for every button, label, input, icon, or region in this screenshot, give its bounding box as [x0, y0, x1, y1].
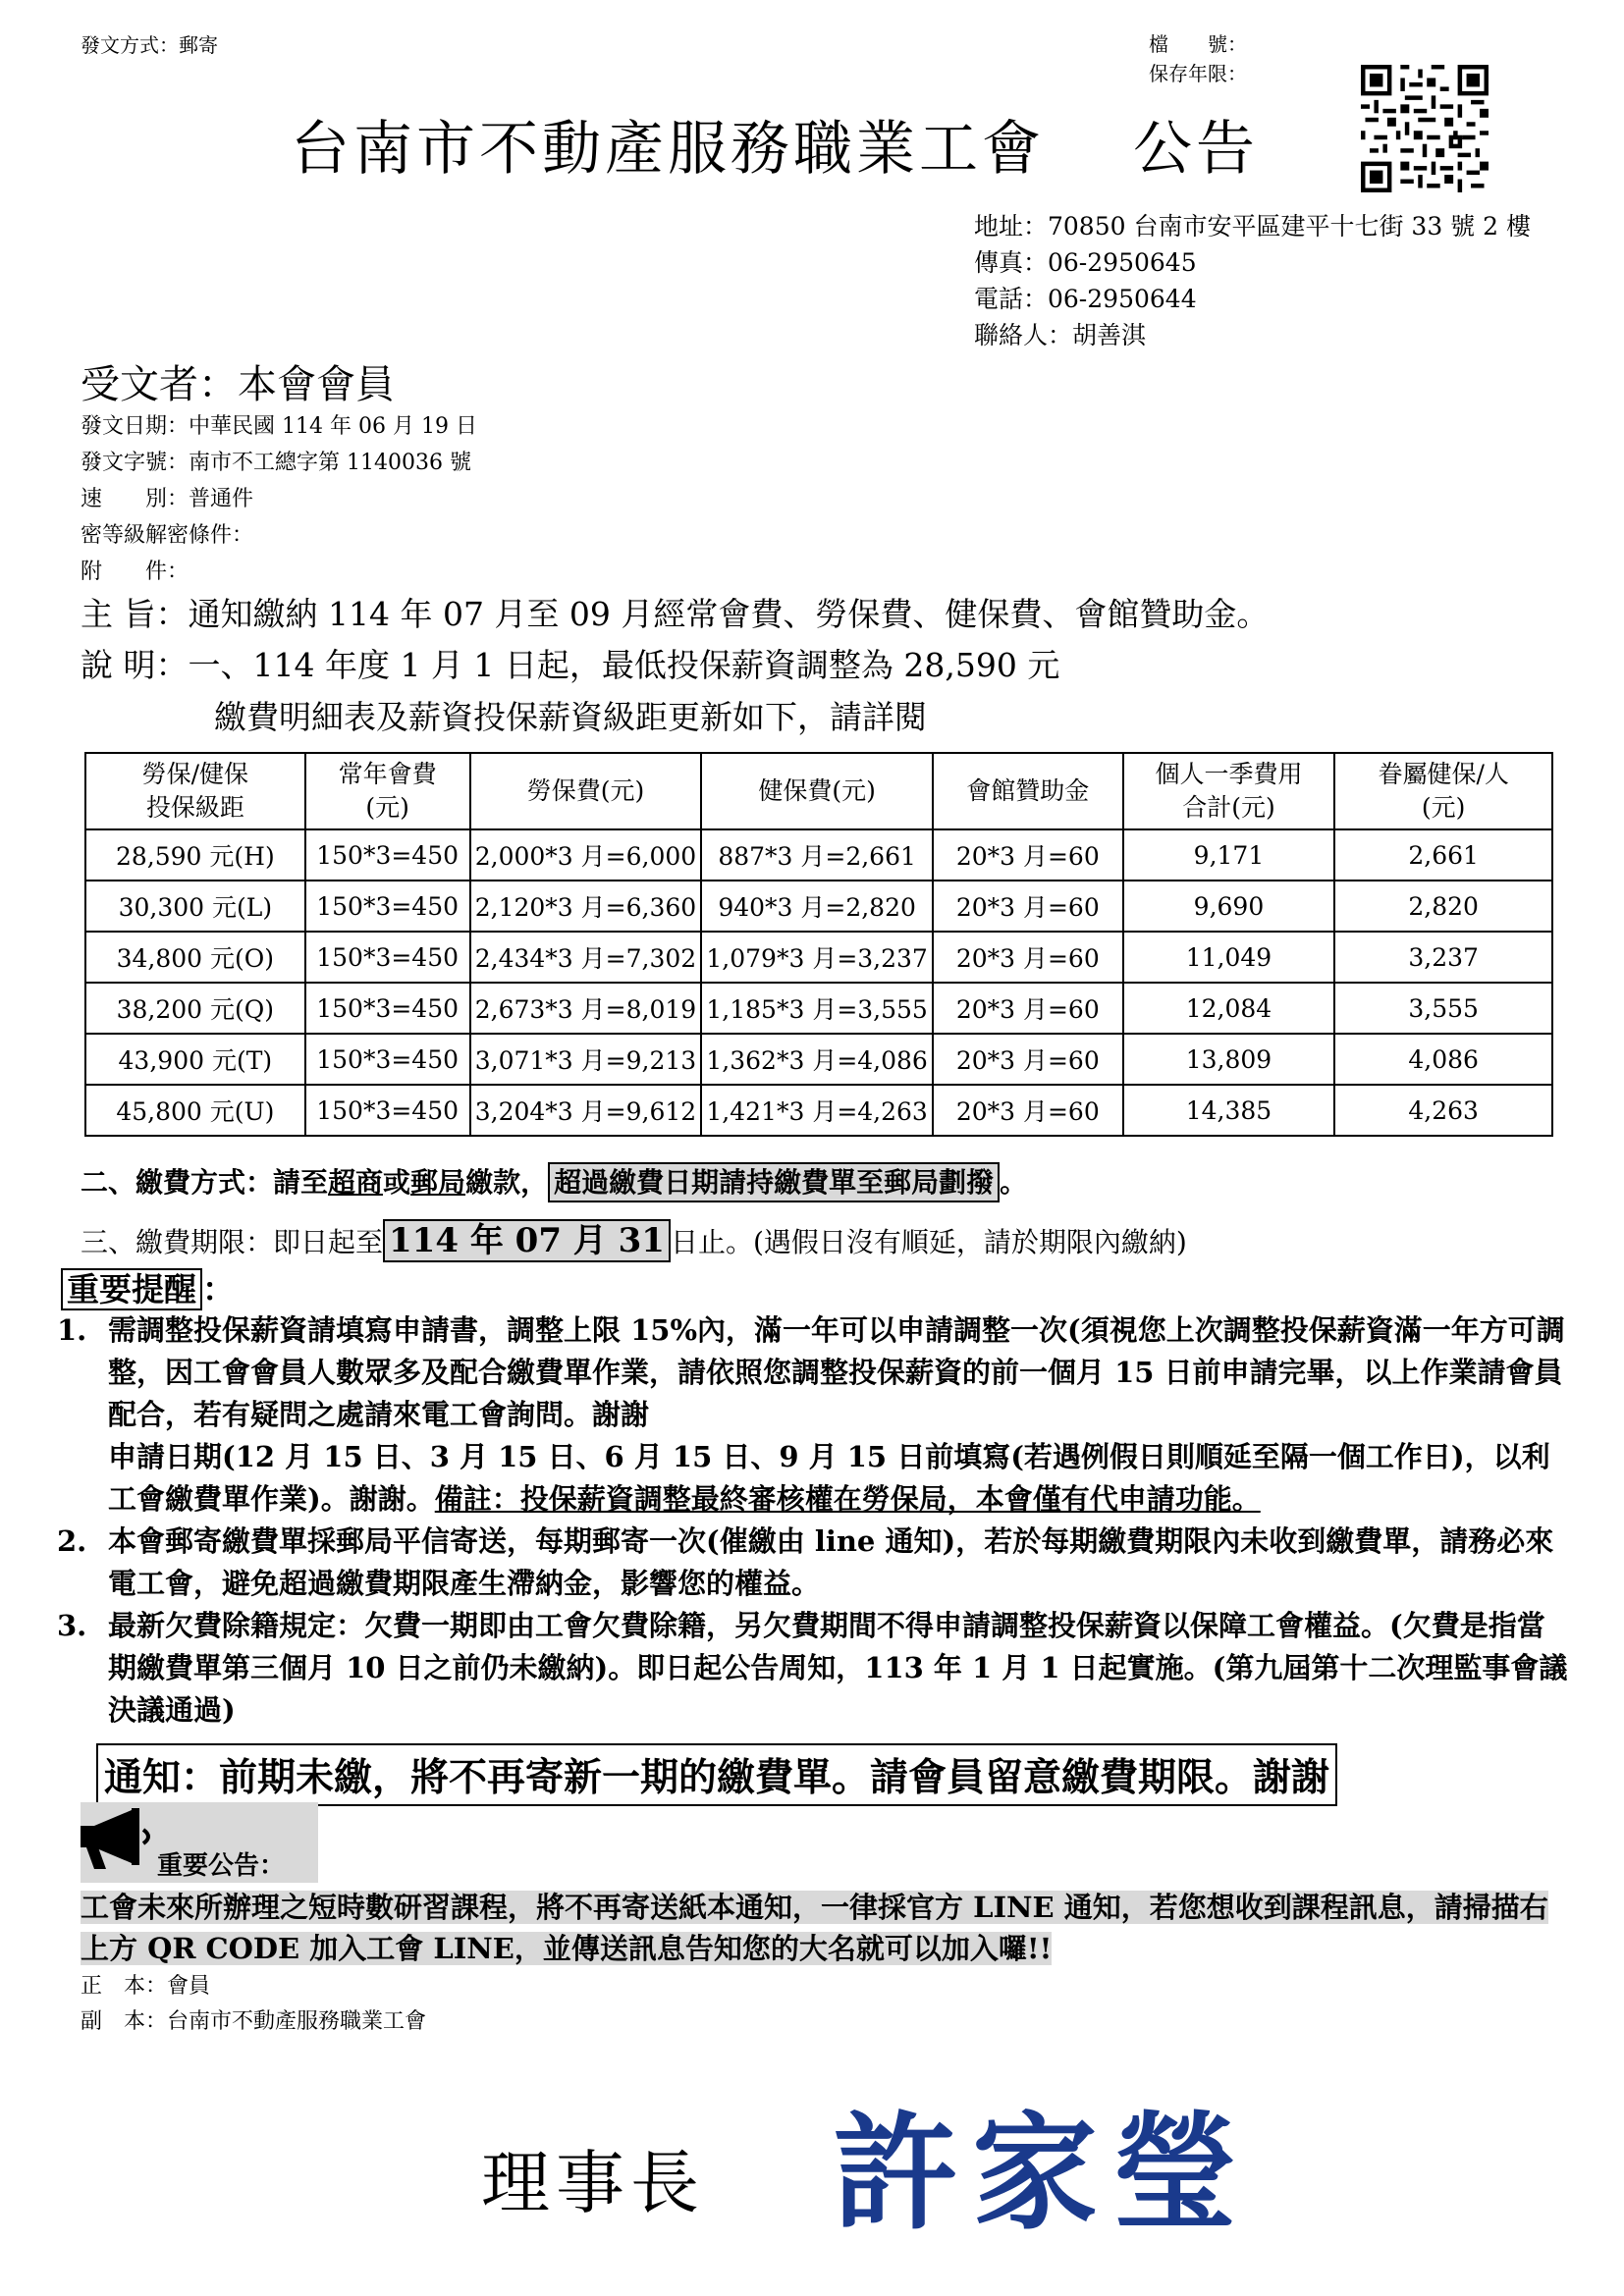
table-cell: 20*3 月=60 [933, 1034, 1123, 1085]
deadline-date: 114 年 07 月 31 [383, 1219, 671, 1262]
org-name: 台南市不動產服務職業工會 [291, 115, 1045, 184]
table-cell: 150*3=450 [305, 881, 470, 932]
announcement-body: 工會未來所辦理之短時數研習課程，將不再寄送紙本通知，一律採官方 LINE 通知，若您想收到課程訊息，請掃描右上方 QR CODE 加入工會 LINE，並傳送訊息告知您的大名就可以加入囉!! [81, 1891, 1548, 1965]
explanation-line-2: 繳費明細表及薪資投保薪資級距更新如下，請詳閱 [214, 698, 927, 736]
document-meta [81, 408, 477, 590]
secondary-copy: 副 本：台南市不動產服務職業工會 [81, 2009, 427, 2034]
send-method: 發文方式：郵寄 [81, 33, 218, 57]
table-cell: 150*3=450 [305, 932, 470, 983]
table-cell: 940*3 月=2,820 [701, 881, 933, 932]
table-row [85, 829, 1552, 881]
fee-table-header [85, 753, 1552, 829]
table-cell: 13,809 [1123, 1034, 1335, 1085]
table-cell: 2,820 [1334, 881, 1552, 932]
table-row [85, 1085, 1552, 1136]
header-insured-bracket: 勞保/健保 投保級距 [85, 753, 305, 829]
reminder-heading: 重要提醒 ： [61, 1264, 235, 1310]
table-cell: 2,434*3 月=7,302 [470, 932, 702, 983]
attachment: 附 件： [81, 560, 189, 584]
table-cell: 4,263 [1334, 1085, 1552, 1136]
table-cell: 20*3 月=60 [933, 881, 1123, 932]
table-cell: 887*3 月=2,661 [701, 829, 933, 881]
table-cell: 150*3=450 [305, 1034, 470, 1085]
explanation-line-1: 說 明：一、114 年度 1 月 1 日起，最低投保薪資調整為 28,590 元 [81, 646, 1060, 684]
header-dependent-health: 眷屬健保/人 (元) [1334, 753, 1552, 829]
subject: 主 旨：通知繳納 114 年 07 月至 09 月經常會費、勞保費、健保費、會館贊助金。 [81, 595, 1270, 633]
megaphone-icon [79, 1808, 157, 1871]
announcement-title: 重要公告： [157, 1851, 286, 1881]
secrecy: 密等級解密條件： [81, 523, 254, 548]
list-item: 2. 本會郵寄繳費單採郵局平信寄送，每期郵寄一次(催繳由 line 通知)，若於每期繳費期限內未收到繳費單，請務必來電工會，避免超過繳費期限產生滯納金，影響您的權益。 [57, 1524, 1554, 1600]
table-cell: 2,673*3 月=8,019 [470, 983, 702, 1034]
table-cell: 2,000*3 月=6,000 [470, 829, 702, 881]
table-cell: 1,362*3 月=4,086 [701, 1034, 933, 1085]
chairman-title: 理事長 [481, 2143, 705, 2223]
table-cell: 14,385 [1123, 1085, 1335, 1136]
table-cell: 2,120*3 月=6,360 [470, 881, 702, 932]
notice-box: 通知：前期未繳，將不再寄新一期的繳費單。請會員留意繳費期限。謝謝 [96, 1743, 1337, 1806]
doc-number: 發文字號：南市不工總字第 1140036 號 [81, 451, 471, 475]
table-cell: 3,237 [1334, 932, 1552, 983]
issue-date: 發文日期：中華民國 114 年 06 月 19 日 [81, 414, 477, 439]
signature-text: 許家瑩 [833, 2101, 1252, 2247]
table-cell: 20*3 月=60 [933, 932, 1123, 983]
list-item: 1. 需調整投保薪資請填寫申請書，調整上限 15%內，滿一年可以申請調整一次(須視您上次調整投保薪資滿一年方可調整，因工會會員人數眾多及配合繳費單作業，請依照您調整投保薪資的前一個月 15 日前申請完畢，以上作業請會員配合，若有疑問之處請來電工會詢問。謝謝 申請日期(12 月 15 日、3 月 15 日、6 月 15 日、9 月 15 日前填寫(若遇例假日則順延至隔一個工作日)，以利工會繳費單作業)。謝謝。備註：投保薪資調整最終審核權在勞保局，本會僅有代申請功能。 [57, 1313, 1565, 1516]
payment-method: 二、繳費方式：請至超商或郵局繳款， 超過繳費日期請持繳費單至郵局劃撥 。 [81, 1161, 1027, 1201]
archive-info [1149, 29, 1247, 88]
fax: 傳真：06-2950645 [974, 248, 1197, 277]
header-quarter-total: 個人一季費用 合計(元) [1123, 753, 1335, 829]
table-cell: 12,084 [1123, 983, 1335, 1034]
doc-type: 公告 [1133, 115, 1259, 184]
contact-person: 聯絡人：胡善淇 [974, 321, 1147, 349]
retention-label: 保存年限： [1149, 62, 1247, 85]
table-cell: 3,071*3 月=9,213 [470, 1034, 702, 1085]
table-cell: 34,800 元(O) [85, 932, 305, 983]
recipient: 受文者：本會會員 [81, 362, 395, 407]
table-cell: 150*3=450 [305, 1085, 470, 1136]
phone: 電話：06-2950644 [974, 285, 1197, 313]
table-row [85, 932, 1552, 983]
main-copy: 正 本：會員 [81, 1974, 211, 1999]
reminder-list [57, 1309, 1569, 1732]
contact-block [974, 208, 1531, 353]
table-cell: 3,204*3 月=9,612 [470, 1085, 702, 1136]
table-cell: 150*3=450 [305, 829, 470, 881]
table-cell: 28,590 元(H) [85, 829, 305, 881]
table-cell: 9,171 [1123, 829, 1335, 881]
table-row [85, 881, 1552, 932]
list-item: 3. 最新欠費除籍規定：欠費一期即由工會欠費除籍，另欠費期間不得申請調整投保薪資以保障工會權益。(欠費是指當期繳費單第三個月 10 日之前仍未繳納)。即日起公告周知，113 年 1 月 1 日起實施。(第九屆第十二次理監事會議決議通過) [57, 1609, 1568, 1727]
header-annual-fee: 常年會費 (元) [305, 753, 470, 829]
copies [81, 1969, 426, 2040]
table-cell: 20*3 月=60 [933, 983, 1123, 1034]
fee-table [84, 752, 1553, 1137]
table-cell: 3,555 [1334, 983, 1552, 1034]
payment-warning: 超過繳費日期請持繳費單至郵局劃撥 [548, 1162, 1000, 1202]
table-cell: 30,300 元(L) [85, 881, 305, 932]
table-cell: 9,690 [1123, 881, 1335, 932]
table-cell: 45,800 元(U) [85, 1085, 305, 1136]
table-cell: 2,661 [1334, 829, 1552, 881]
header-hall-donation: 會館贊助金 [933, 753, 1123, 829]
address: 地址：70850 台南市安平區建平十七街 33 號 2 樓 [974, 212, 1531, 240]
header-labor-insurance: 勞保費(元) [470, 753, 702, 829]
table-cell: 43,900 元(T) [85, 1034, 305, 1085]
table-row [85, 1034, 1552, 1085]
table-cell: 20*3 月=60 [933, 829, 1123, 881]
payment-deadline: 三、繳費期限：即日起至 114 年 07 月 31 日止。(遇假日沒有順延，請於期限內繳納) [81, 1221, 1187, 1260]
page-title [291, 102, 1259, 187]
table-cell: 4,086 [1334, 1034, 1552, 1085]
table-cell: 20*3 月=60 [933, 1085, 1123, 1136]
table-cell: 1,421*3 月=4,263 [701, 1085, 933, 1136]
qr-code-icon[interactable] [1361, 65, 1489, 192]
table-row [85, 983, 1552, 1034]
table-cell: 38,200 元(Q) [85, 983, 305, 1034]
header-health-insurance: 健保費(元) [701, 753, 933, 829]
file-no-label: 檔 號： [1149, 32, 1247, 56]
speed: 速 別：普通件 [81, 487, 254, 511]
signature-image [825, 2081, 1306, 2248]
table-cell: 1,079*3 月=3,237 [701, 932, 933, 983]
table-cell: 1,185*3 月=3,555 [701, 983, 933, 1034]
table-cell: 150*3=450 [305, 983, 470, 1034]
table-cell: 11,049 [1123, 932, 1335, 983]
